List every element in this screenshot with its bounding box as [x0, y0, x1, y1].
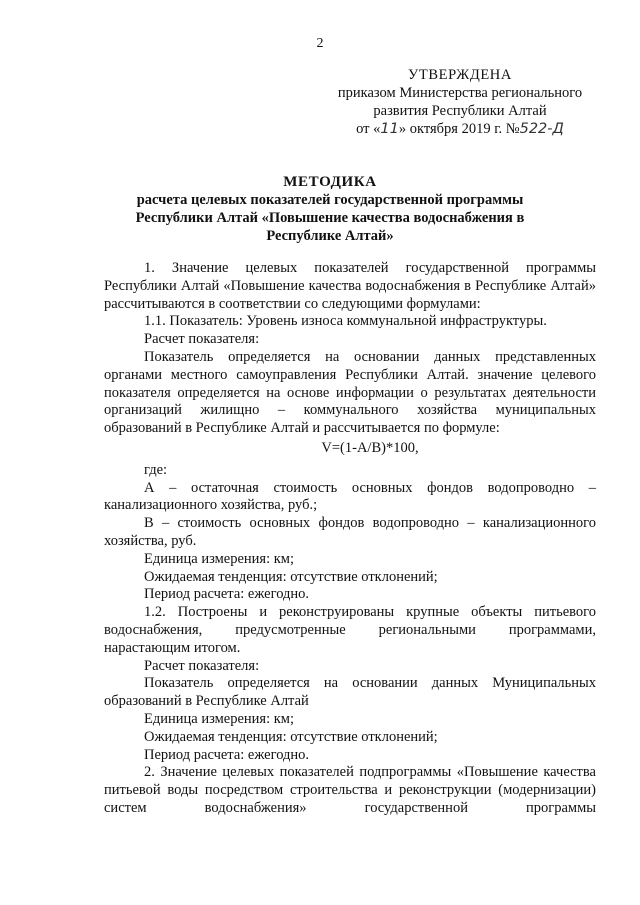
approval-line-2: развития Республики Алтай — [373, 103, 547, 119]
paragraph: В – стоимость основных фондов водопроводно – канализационного хозяйства, руб. — [104, 515, 596, 549]
paragraph: Показатель определяется на основании данных Муниципальных образований в Республике Алтай — [104, 675, 596, 710]
paragraph: где: — [144, 461, 168, 478]
title-line-2: Республики Алтай «Повышение качества водоснабжения в — [135, 210, 525, 226]
title-line-1: расчета целевых показателей государственной программы — [136, 192, 524, 208]
paragraph: 1. Значение целевых показателей государственной программы Республики Алтай «Повышение качества водоснабжения в Республике Алтай» рассчитываются в соответствии со следующими формулами: — [104, 260, 596, 312]
paragraph: 1.1. Показатель: Уровень износа коммунальной инфраструктуры. — [144, 313, 547, 330]
approval-line-1: приказом Министерства регионального — [337, 85, 583, 101]
title-heading: МЕТОДИКА — [283, 174, 377, 190]
title-line-3: Республике Алтай» — [266, 228, 394, 244]
paragraph: А – остаточная стоимость основных фондов водопроводно – канализационного хозяйства, руб.; — [104, 479, 596, 514]
document-title — [90, 173, 570, 245]
approval-block — [330, 66, 590, 138]
approval-order-number: 522-Д — [519, 121, 564, 137]
approval-date-line — [330, 120, 590, 138]
paragraph: Ожидаемая тенденция: отсутствие отклонений; — [144, 568, 438, 585]
paragraph: Расчет показателя: — [144, 331, 260, 348]
paragraph: Единица измерения: км; — [144, 550, 295, 567]
formula: V=(1-A/B)*100, — [321, 439, 419, 456]
page-number: 2 — [316, 36, 324, 51]
paragraph: 2. Значение целевых показателей подпрограммы «Повышение качества питьевой воды посредством строительства и реконструкции (модернизации) систем водоснабжения» государственной программы — [104, 764, 596, 816]
paragraph: Период расчета: ежегодно. — [144, 746, 310, 763]
approval-date-day: 11 — [380, 121, 399, 137]
paragraph: Ожидаемая тенденция: отсутствие отклонений; — [144, 728, 438, 745]
paragraph: 1.2. Построены и реконструированы крупные объекты питьевого водоснабжения, предусмотренные региональными программами, нарастающим итогом. — [104, 604, 596, 656]
paragraph: Показатель определяется на основании данных представленных органами местного самоуправления Республики Алтай. значение целевого показателя определяется на основе информации о результатах деятельности организаций жилищно – коммунального хозяйства муниципальных образований в Республике Алтай и рассчитывается по формуле: — [104, 348, 596, 437]
paragraph: Единица измерения: км; — [144, 710, 295, 727]
document-body — [104, 260, 596, 818]
paragraph: Период расчета: ежегодно. — [144, 586, 310, 603]
approval-title: УТВЕРЖДЕНА — [408, 67, 512, 83]
approval-date-mid: » октября 2019 г. № — [398, 121, 520, 137]
paragraph: Расчет показателя: — [144, 657, 260, 674]
approval-date-prefix: от « — [356, 121, 381, 137]
